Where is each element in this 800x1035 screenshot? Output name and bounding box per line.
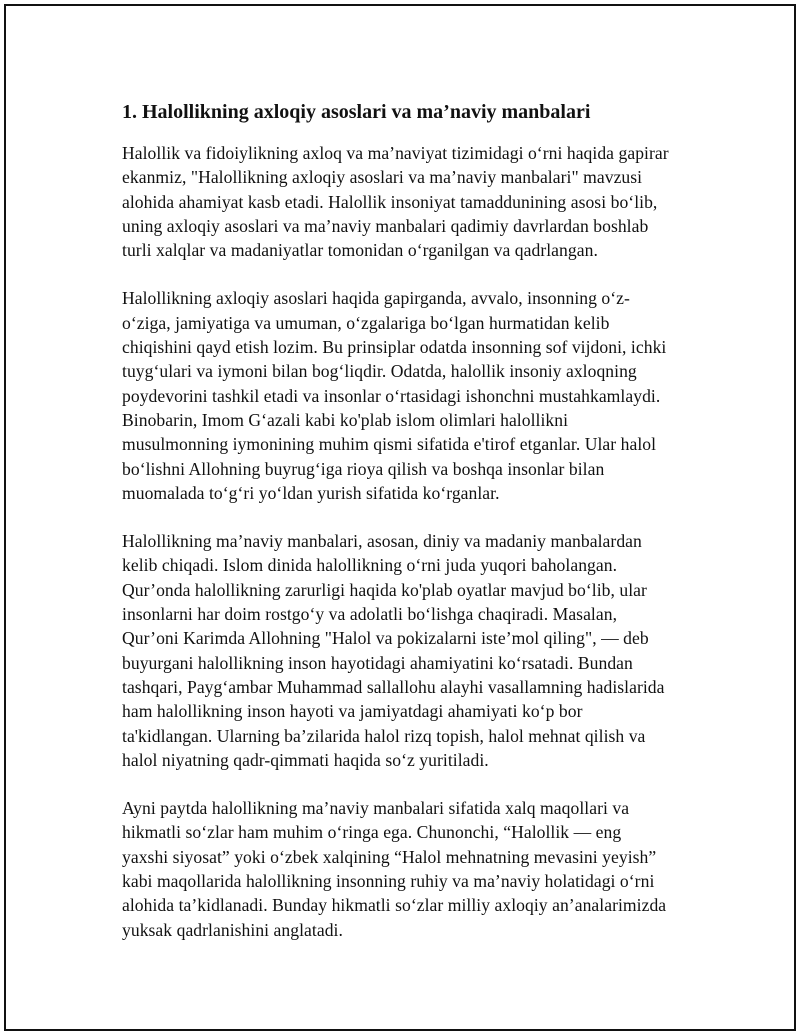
text-line: muomalada to‘g‘ri yo‘ldan yurish sifatida ko‘rganlar.	[122, 482, 500, 503]
text-line: Ayni paytda halollikning ma’naviy manbalari sifatida xalq maqollari va	[122, 798, 630, 819]
text-line: Binobarin, Imom G‘azali kabi ko'plab islom olimlari halollikni	[122, 409, 569, 430]
paragraph-4	[122, 796, 702, 942]
text-line: tuyg‘ulari va iymoni bilan bog‘liqdir. Odatda, halollik insoniy axloqning	[122, 361, 637, 382]
text-line: halol niyatning qadr-qimmati haqida so‘z yuritiladi.	[122, 749, 489, 770]
text-line: Halollikning axloqiy asoslari haqida gapirganda, avvalo, insonning o‘z-	[122, 288, 630, 309]
text-line: bo‘lishni Allohning buyrug‘iga rioya qilish va boshqa insonlar bilan	[122, 458, 605, 479]
text-line: Halollik va fidoiylikning axloq va ma’naviyat tizimidagi o‘rni haqida gapirar	[122, 143, 669, 163]
text-line: musulmonning iymonining muhim qismi sifatida e'tirof etganlar. Ular halol	[122, 434, 657, 455]
document-body	[122, 98, 702, 966]
text-line: buyurgani halollikning inson hayotidagi ahamiyatini ko‘rsatadi. Bundan	[122, 652, 633, 673]
section-heading: 1. Halollikning axloqiy asoslari va ma’naviy manbalari	[122, 101, 591, 123]
paragraph-3	[122, 529, 702, 772]
text-line: insonlarni har doim rostgo‘y va adolatli bo‘lishga chaqiradi. Masalan,	[122, 604, 618, 625]
text-line: turli xalqlar va madaniyatlar tomonidan o‘rganilgan va qadrlangan.	[122, 240, 598, 261]
text-line: Qur’onda halollikning zarurligi haqida ko'plab oyatlar mavjud bo‘lib, ular	[122, 579, 647, 600]
text-line: yaxshi siyosat” yoki o‘zbek xalqining “Halol mehnatning mevasini yeyish”	[122, 846, 657, 867]
text-line: kabi maqollarida halollikning insonning ruhiy va ma’naviy holatidagi o‘rni	[122, 871, 655, 892]
text-line: o‘ziga, jamiyatiga va umuman, o‘zgalariga bo‘lgan hurmatidan kelib	[122, 312, 610, 333]
text-line: chiqishini qayd etish lozim. Bu prinsiplar odatda insonning sof vijdoni, ichki	[122, 337, 667, 358]
text-line: kelib chiqadi. Islom dinida halollikning o‘rni juda yuqori baholangan.	[122, 555, 618, 576]
text-line: ta'kidlangan. Ularning ba’zilarida halol rizq topish, halol mehnat qilish va	[122, 725, 646, 746]
text-line: ham halollikning inson hayoti va jamiyatdagi ahamiyati ko‘p bor	[122, 701, 583, 722]
text-line: tashqari, Payg‘ambar Muhammad sallallohu alayhi vasallamning hadislarida	[122, 676, 665, 697]
text-line: uning axloqiy asoslari va ma’naviy manbalari qadimiy davrlardan boshlab	[122, 215, 649, 236]
text-line: ekanmiz, "Halollikning axloqiy asoslari va ma’naviy manbalari" mavzusi	[122, 167, 643, 188]
text-line: Qur’oni Karimda Allohning "Halol va pokizalarni iste’mol qiling", — deb	[122, 628, 649, 649]
paragraph-1	[122, 141, 702, 262]
text-line: alohida ahamiyat kasb etadi. Halollik insoniyat tamaddunining asosi bo‘lib,	[122, 191, 658, 212]
paragraph-2	[122, 286, 702, 505]
text-line: yuksak qadrlanishini anglatadi.	[122, 919, 343, 940]
text-line: Halollikning ma’naviy manbalari, asosan, diniy va madaniy manbalardan	[122, 531, 642, 552]
text-line: alohida ta’kidlanadi. Bunday hikmatli so‘zlar milliy axloqiy an’analarimizda	[122, 895, 667, 916]
page-frame	[4, 4, 796, 1031]
text-line: poydevorini tashkil etadi va insonlar o‘rtasidagi ishonchni mustahkamlaydi.	[122, 385, 661, 406]
text-line: hikmatli so‘zlar ham muhim o‘ringa ega. Chunonchi, “Halollik — eng	[122, 822, 622, 843]
